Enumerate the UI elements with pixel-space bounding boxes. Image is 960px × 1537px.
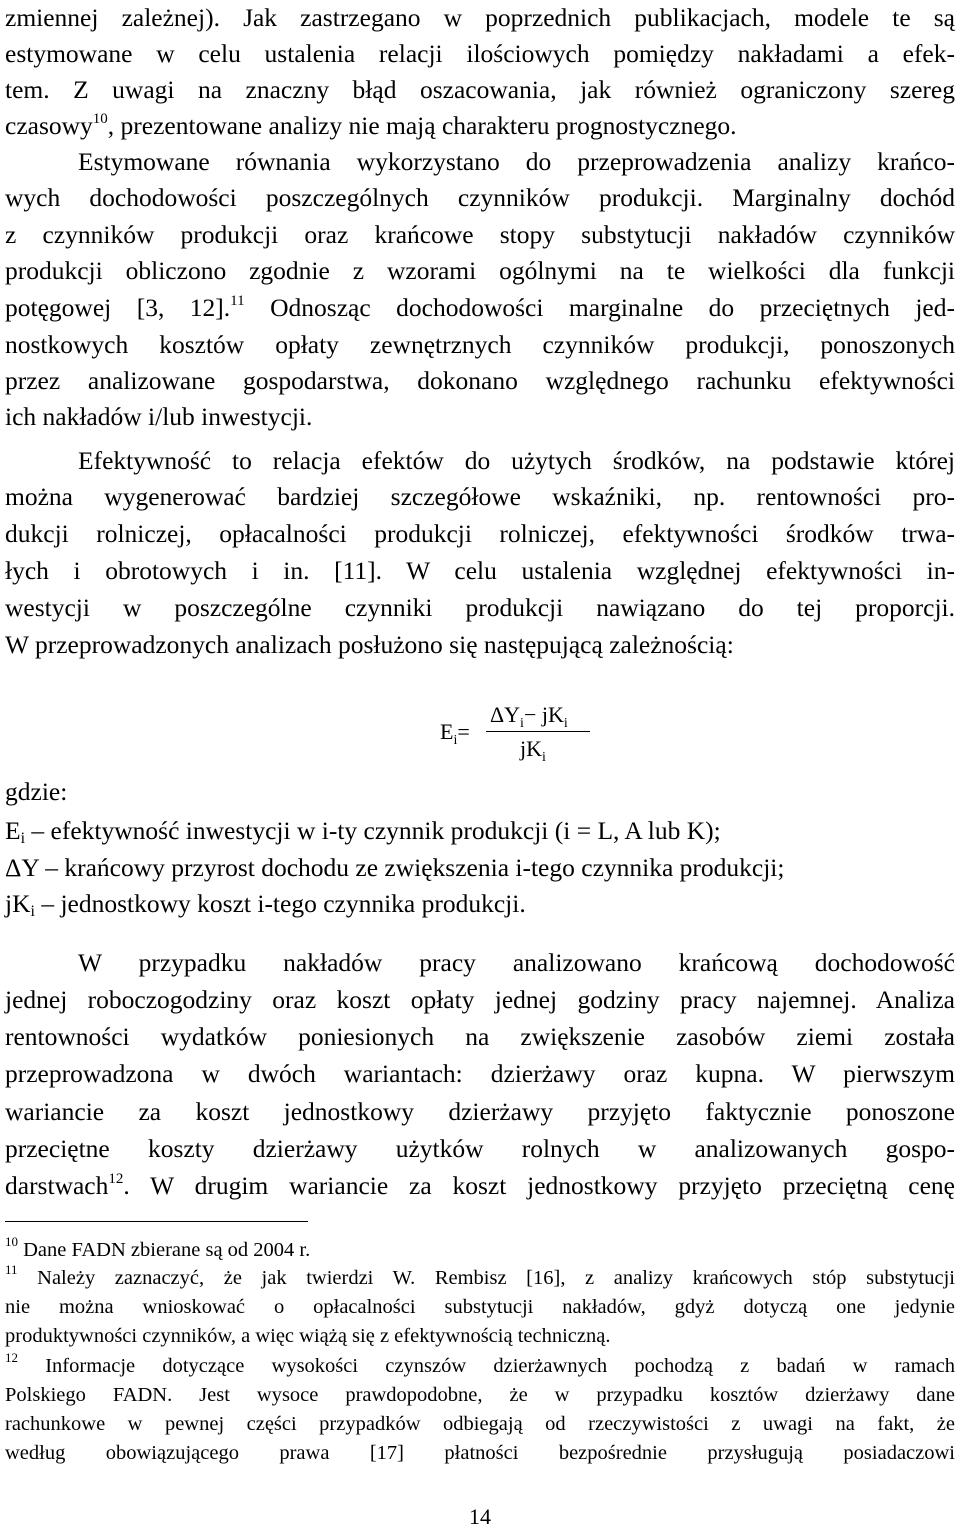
body-line: przez analizowane gospodarstwa, dokonano względnego rachunku efektywności [5,366,955,395]
footnote-ref-12[interactable]: 12 [108,1171,124,1187]
body-line: czasowy$^{10}$, prezentowane analizy nie mają charakteru prognostycznego. [5,111,737,140]
body-line: darstwach$^{12}$. W drugim wariancie za koszt jednostkowy przyjęto przeciętną cenę [5,1171,955,1200]
footnote-line: Polskiego FADN. Jest wysoce prawdopodobne, że w przypadku kosztów dzierżawy dane [5,1384,955,1406]
legend-item-dy: ΔY – krańcowy przyrost dochodu ze zwiększenia i-tego czynnika produkcji; [5,853,785,882]
body-line: potęgowej [3, 12].$^{11}$ Odnosząc dochodowości marginalne do przeciętnych jed- [5,293,955,322]
body-line: W przypadku nakładów pracy analizowano krańcową dochodowość [78,948,955,977]
footnote-12: $^{12}$ Informacje dotyczące wysokości czynszów dzierżawnych pochodzą z badań w ramach [5,1350,955,1377]
body-line: Efektywność to relacja efektów do użytych środków, na podstawie której [78,446,955,475]
formula-lhs: $E_i=$ [440,719,470,748]
body-line: przeprowadzona w dwóch wariantach: dzierżawy oraz kupna. W pierwszym [5,1059,955,1088]
footnote-line: rachunkowe w pewnej części przypadków odbiegają od rzeczywistości z uwagi na fakt, że [5,1413,955,1435]
body-line: dukcji rolniczej, opłacalności produkcji rolniczej, efektywności środków trwa- [5,519,955,548]
formula-numerator: $\Delta Y_i- jK_i$ [490,702,568,731]
footnote-ref-10[interactable]: 10 [92,111,108,127]
body-line: przeciętne koszty dzierżawy użytków rolnych w analizowanych gospo- [5,1134,955,1163]
body-line: westycji w poszczególne czynniki produkcji nawiązano do tej proporcji. [5,593,955,622]
page-number: 14 [469,1504,491,1529]
legend-intro: gdzie: [5,777,68,806]
body-line: zmiennej zależnej). Jak zastrzegano w poprzednich publikacjach, modele te są [5,3,955,32]
body-line: estymowane w celu ustalenia relacji ilościowych pomiędzy nakładami a efek- [5,39,955,68]
legend-item-e: $E_i$ – efektywność inwestycji w i-ty czynnik produkcji (i = L, A lub K); [5,816,721,847]
formula-denominator: $jK_i$ [520,736,546,765]
body-line: wariancie za koszt jednostkowy dzierżawy przyjęto faktycznie ponoszone [5,1097,955,1126]
fraction-bar [486,731,590,732]
body-line: Estymowane równania wykorzystano do przeprowadzenia analizy krańco- [78,147,955,176]
body-line: W przeprowadzonych analizach posłużono się następującą zależnością: [5,630,734,659]
footnote-10: $^{10}$ Dane FADN zbierane są od 2004 r. [5,1234,311,1261]
footnote-line: według obowiązującego prawa [17] płatności bezpośrednie przysługują posiadaczowi [5,1442,955,1464]
body-line: wych dochodowości poszczególnych czynników produkcji. Marginalny dochód [5,183,955,212]
footnote-11: $^{11}$ Należy zaznaczyć, że jak twierdzi W. Rembisz [16], z analizy krańcowych stóp substytucji [5,1262,955,1289]
footnote-separator [5,1221,308,1222]
legend-item-jk: $jK_i$ – jednostkowy koszt i-tego czynnika produkcji. [5,889,526,920]
footnote-ref-11[interactable]: 11 [230,293,245,309]
footnote-line: nie można wnioskować o opłacalności substytucji nakładów, gdyż dotyczą one jedynie [5,1296,955,1318]
body-line: ich nakładów i/lub inwestycji. [5,402,313,431]
body-line: tem. Z uwagi na znaczny błąd oszacowania, jak również ograniczony szereg [5,75,955,104]
body-line: rentowności wydatków poniesionych na zwiększenie zasobów ziemi została [5,1022,955,1051]
footnote-line: produktywności czynników, a więc wiążą się z efektywnością techniczną. [5,1325,611,1347]
body-line: jednej roboczogodziny oraz koszt opłaty jednej godziny pracy najemnej. Analiza [5,985,955,1014]
body-line: łych i obrotowych i in. [11]. W celu ustalenia względnej efektywności in- [5,556,955,585]
body-line: z czynników produkcji oraz krańcowe stopy substytucji nakładów czynników [5,220,955,249]
body-line: można wygenerować bardziej szczegółowe wskaźniki, np. rentowności pro- [5,482,955,511]
efficiency-formula [440,695,610,775]
body-line: nostkowych kosztów opłaty zewnętrznych czynników produkcji, ponoszonych [5,330,955,359]
body-line: produkcji obliczono zgodnie z wzorami ogólnymi na te wielkości dla funkcji [5,256,955,285]
